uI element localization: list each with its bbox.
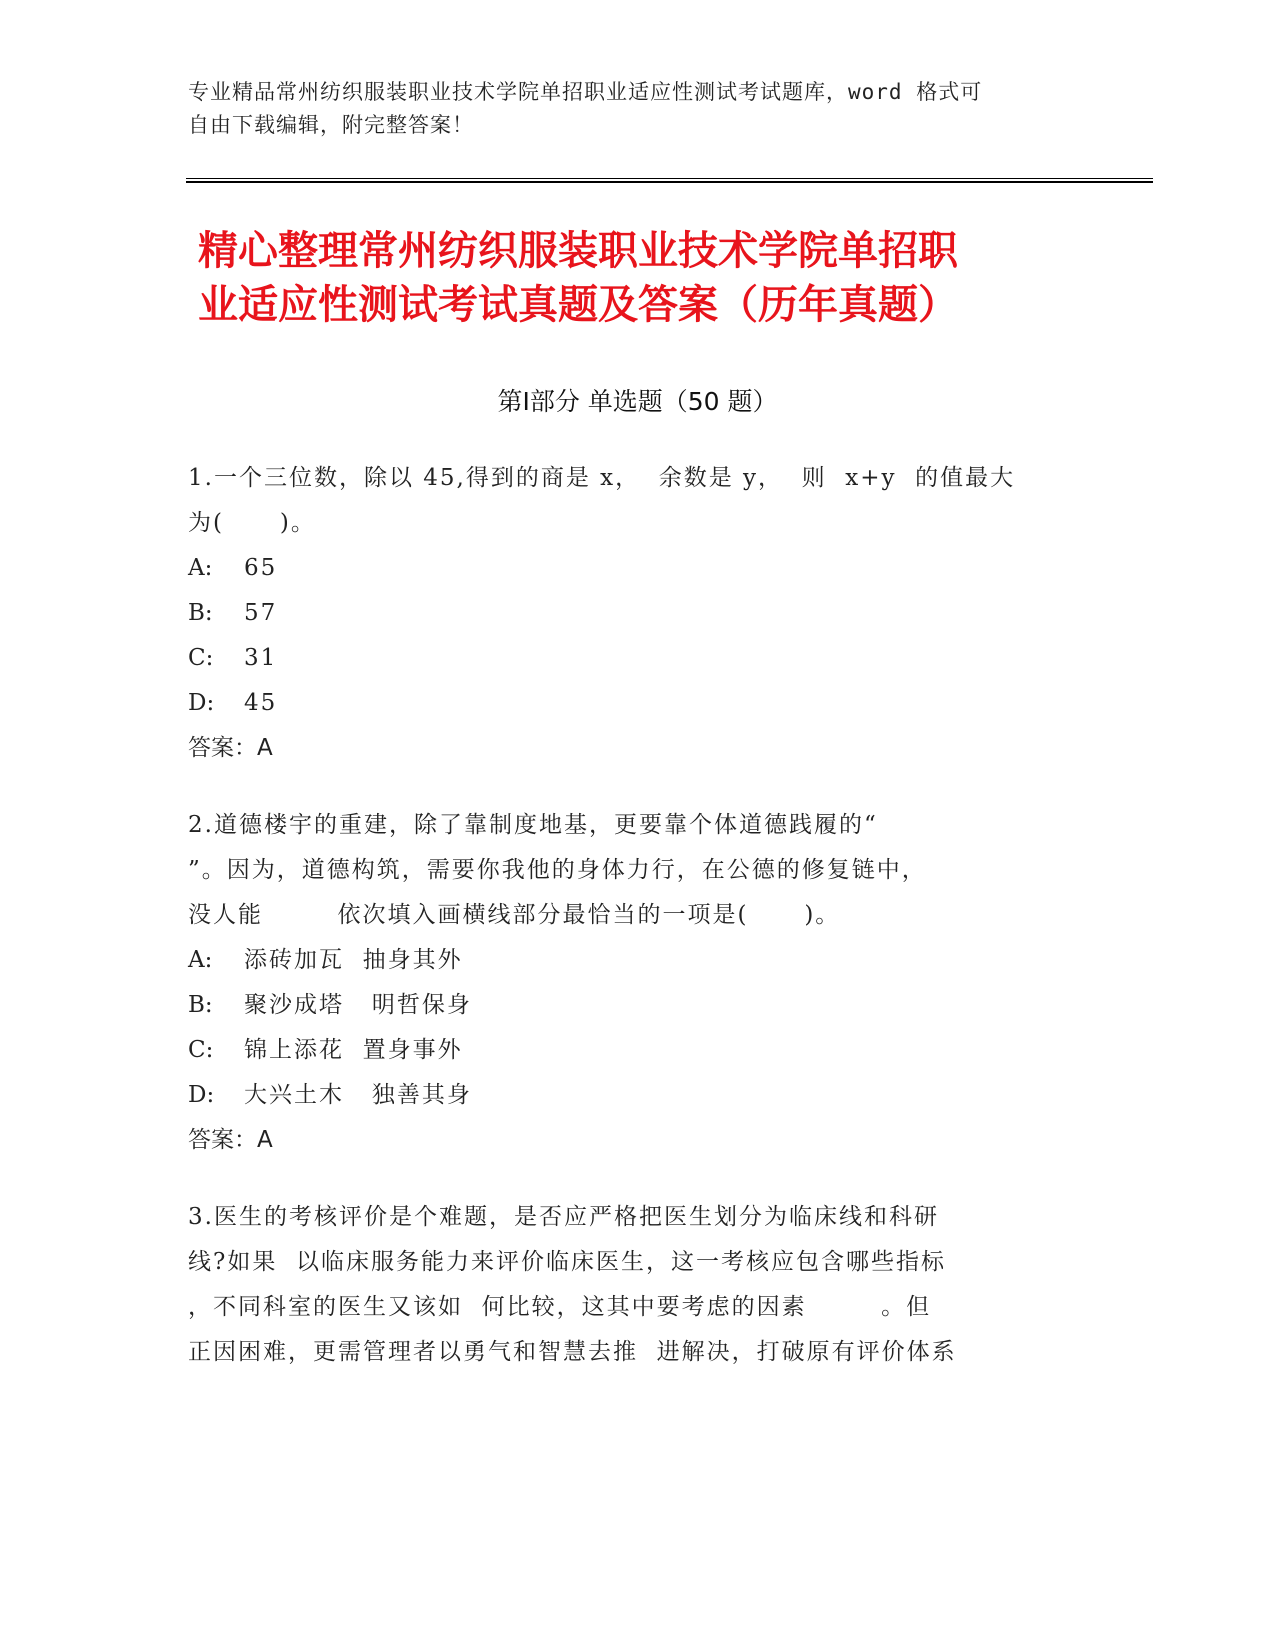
option-c — [188, 636, 1088, 681]
option-text: 45 — [244, 690, 278, 716]
question-stem — [188, 803, 1088, 938]
question-stem-line: 为( )。 — [188, 510, 316, 536]
question-stem-line: ”。因为，道德构筑，需要你我他的身体力行，在公德的修复链中， — [188, 857, 927, 883]
question-stem — [188, 456, 1088, 546]
option-d — [188, 1073, 1088, 1118]
question-stem-line: 正因困难，更需管理者以勇气和智慧去推 进解决，打破原有评价体系 — [188, 1339, 957, 1365]
question-stem-line: 没人能 依次填入画横线部分最恰当的一项是( )。 — [188, 902, 841, 928]
option-key: A: — [188, 555, 213, 581]
section-heading: 第Ⅰ部分 单选题（50 题） — [497, 387, 778, 416]
option-a — [188, 938, 1088, 983]
option-key: A: — [188, 947, 213, 973]
header-divider-thick — [186, 181, 1153, 183]
option-text: 聚沙成塔 明哲保身 — [244, 992, 472, 1018]
question-stem-line: 2.道德楼宇的重建，除了靠制度地基，更要靠个体道德践履的“ — [188, 812, 878, 838]
option-key: D: — [188, 690, 215, 716]
option-text: 57 — [244, 600, 278, 626]
option-c — [188, 1028, 1088, 1073]
option-a — [188, 546, 1088, 591]
option-key: B: — [188, 992, 213, 1018]
document-title-line-2: 业适应性测试考试真题及答案（历年真题） — [198, 282, 958, 328]
document-title-line-1: 精心整理常州纺织服装职业技术学院单招职 — [198, 228, 958, 274]
question-stem-line: 3.医生的考核评价是个难题，是否应严格把医生划分为临床线和科研 — [188, 1204, 939, 1230]
header-note-line-1: 专业精品常州纺织服装职业技术学院单招职业适应性测试考试题库，word 格式可 — [188, 80, 983, 104]
option-b — [188, 983, 1088, 1028]
question-stem-line: ，不同科室的医生又该如 何比较，这其中要考虑的因素 。但 — [188, 1294, 932, 1320]
option-text: 锦上添花 置身事外 — [244, 1037, 463, 1063]
question-2 — [188, 803, 1088, 1163]
header-divider-thin — [186, 178, 1153, 179]
answer-line: 答案：A — [188, 735, 273, 761]
header-note — [188, 76, 1068, 142]
header-note-line-2: 自由下载编辑，附完整答案！ — [188, 113, 474, 137]
option-text: 大兴土木 独善其身 — [244, 1082, 472, 1108]
option-text: 65 — [244, 555, 278, 581]
option-text: 添砖加瓦 抽身其外 — [244, 947, 463, 973]
document-title — [198, 224, 1098, 332]
question-stem-line: 线?如果 以临床服务能力来评价临床医生，这一考核应包含哪些指标 — [188, 1249, 946, 1275]
option-key: D: — [188, 1082, 215, 1108]
option-key: B: — [188, 600, 213, 626]
option-key: C: — [188, 645, 214, 671]
question-1 — [188, 456, 1088, 771]
question-3 — [188, 1195, 1088, 1375]
option-b — [188, 591, 1088, 636]
question-stem-line: 1.一个三位数，除以 45,得到的商是 x， 余数是 y， 则 x+y 的值最大 — [188, 465, 1016, 491]
answer-line: 答案：A — [188, 1127, 273, 1153]
option-key: C: — [188, 1037, 214, 1063]
question-stem — [188, 1195, 1088, 1375]
option-d — [188, 681, 1088, 726]
option-text: 31 — [244, 645, 278, 671]
